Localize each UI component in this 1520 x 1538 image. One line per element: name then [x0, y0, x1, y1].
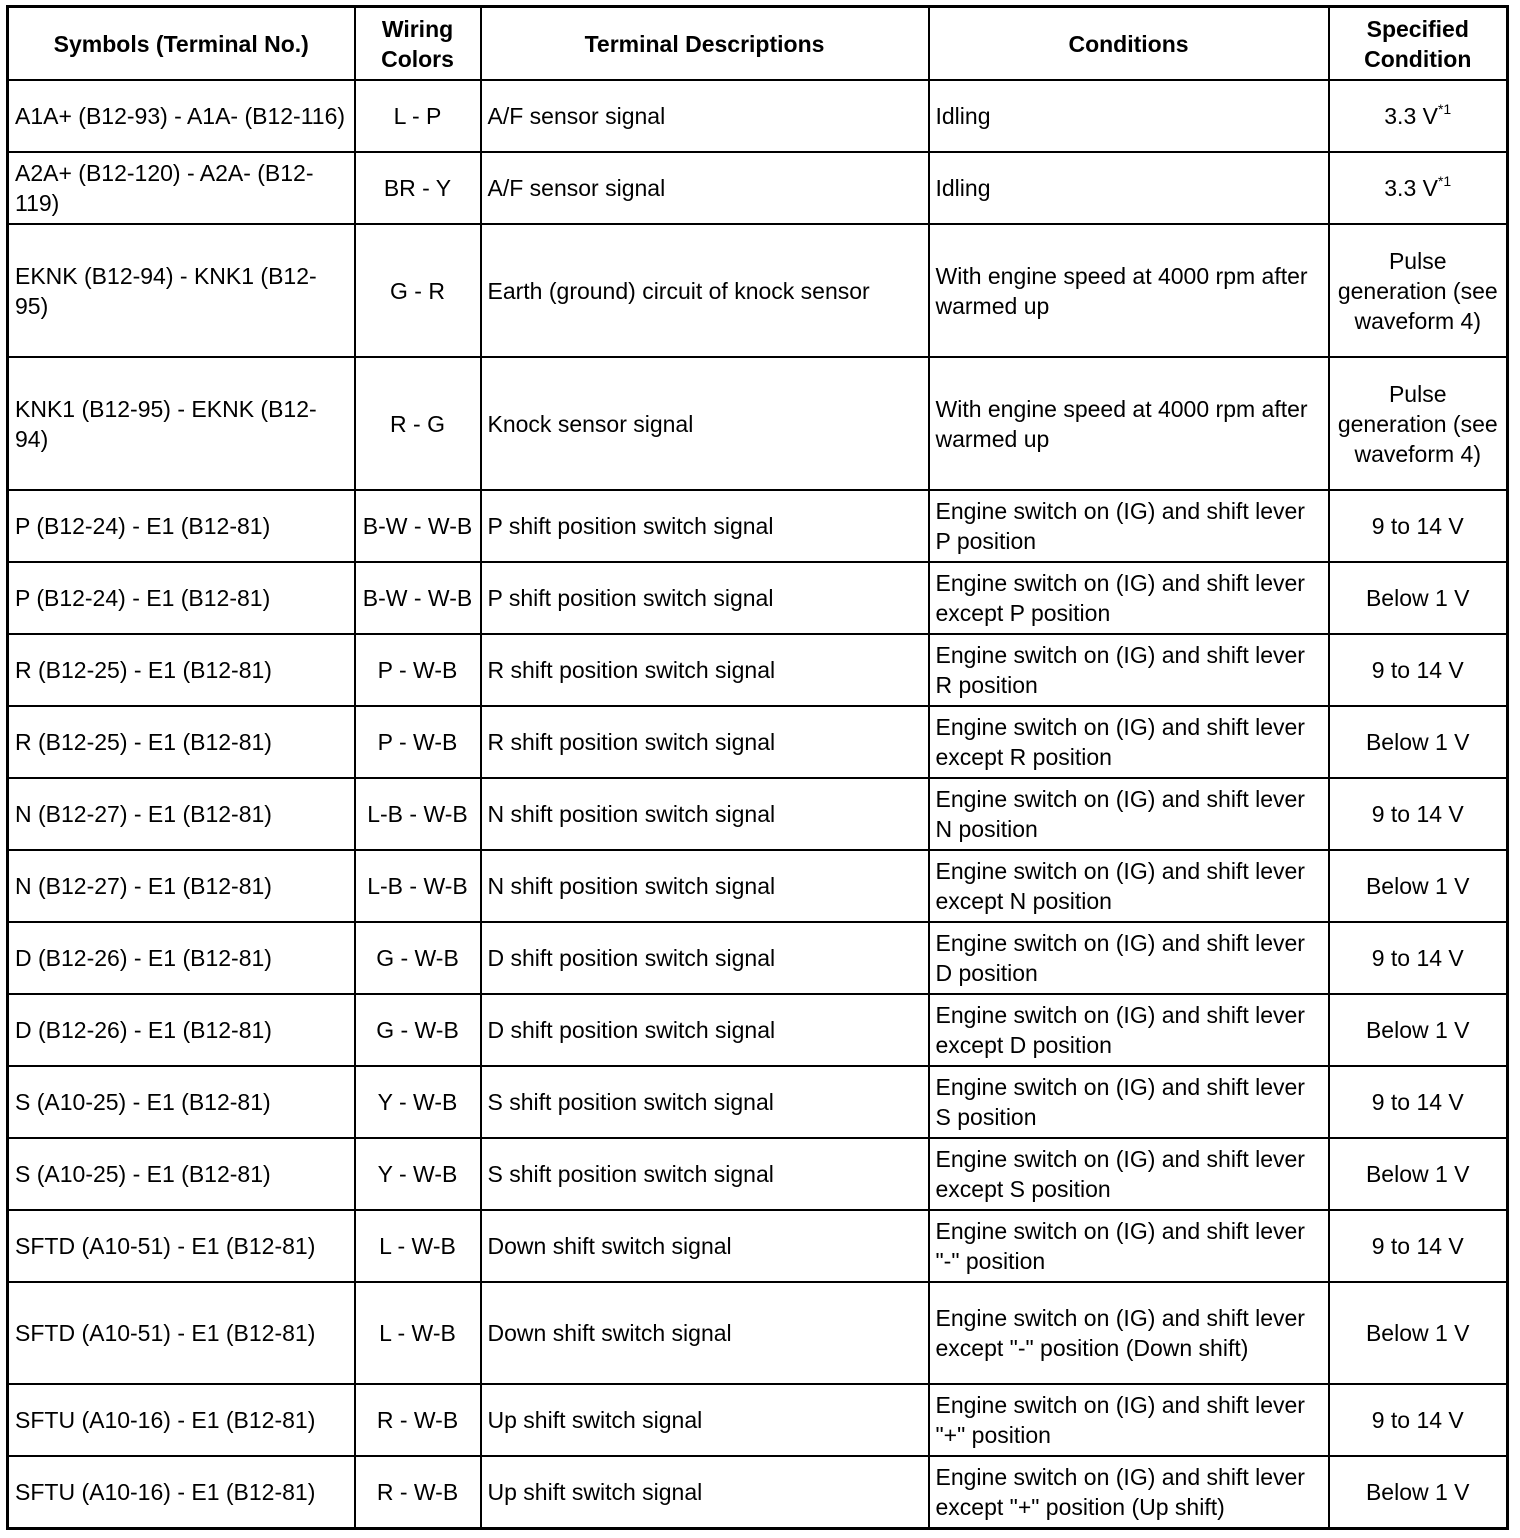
- symbol-cell-text: N (B12-27) - E1 (B12-81): [15, 801, 272, 827]
- wiring-color-cell: [355, 80, 481, 152]
- terminal-description-cell-text: P shift position switch signal: [487, 513, 774, 539]
- wiring-color-cell-text: B-W - W-B: [362, 585, 473, 611]
- table-row: [8, 706, 1508, 778]
- wiring-color-cell-text: Y - W-B: [377, 1161, 458, 1187]
- specified-condition-cell-text: Below 1 V: [1365, 873, 1470, 899]
- specified-condition-cell: [1329, 994, 1508, 1066]
- condition-cell: [929, 1282, 1329, 1384]
- symbol-cell-text: S (A10-25) - E1 (B12-81): [15, 1161, 271, 1187]
- condition-cell-text: Idling: [935, 103, 991, 129]
- wiring-color-cell-text: B-W - W-B: [362, 513, 473, 539]
- terminal-description-cell: [481, 357, 929, 490]
- terminal-description-cell-text: D shift position switch signal: [487, 1017, 776, 1043]
- terminal-description-cell: [481, 1384, 929, 1456]
- condition-cell-text: Engine switch on (IG) and shift lever except R position: [935, 714, 1305, 770]
- symbol-cell-text: SFTU (A10-16) - E1 (B12-81): [15, 1478, 316, 1505]
- symbol-cell: [8, 1138, 355, 1210]
- terminal-description-cell-text: Down shift switch signal: [487, 1233, 732, 1259]
- symbol-cell: [8, 1282, 355, 1384]
- specified-condition-cell-text: Below 1 V: [1365, 1017, 1470, 1043]
- condition-cell: [929, 224, 1329, 357]
- condition-cell-text: Engine switch on (IG) and shift lever S position: [935, 1074, 1305, 1130]
- symbol-cell: [8, 152, 355, 224]
- condition-cell: [929, 152, 1329, 224]
- terminal-description-cell-text: S shift position switch signal: [487, 1089, 774, 1115]
- specified-condition-cell-text: Pulse generation (see waveform 4): [1337, 247, 1498, 334]
- terminal-description-cell-text: Earth (ground) circuit of knock sensor: [487, 277, 870, 304]
- wiring-color-cell-text: Y - W-B: [377, 1089, 458, 1115]
- header-wiring-line1: Wiring: [381, 15, 454, 42]
- specified-condition-cell: [1329, 706, 1508, 778]
- symbol-cell: [8, 490, 355, 562]
- condition-cell: [929, 1384, 1329, 1456]
- wiring-color-cell-text: BR - Y: [383, 175, 452, 201]
- table-row: [8, 1384, 1508, 1456]
- specified-condition-cell-text: Pulse generation (see waveform 4): [1337, 380, 1498, 467]
- wiring-color-cell-text: R - W-B: [376, 1407, 459, 1433]
- symbol-cell-text: S (A10-25) - E1 (B12-81): [15, 1089, 271, 1115]
- terminal-description-cell: [481, 1066, 929, 1138]
- condition-cell-text: Engine switch on (IG) and shift lever except S position: [935, 1146, 1305, 1202]
- specified-condition-cell-text: 9 to 14 V: [1371, 1233, 1464, 1259]
- header-specified-line1: Specified: [1366, 15, 1469, 42]
- table-row: [8, 224, 1508, 357]
- wiring-color-cell: [355, 922, 481, 994]
- specified-condition-cell: [1329, 1456, 1508, 1528]
- condition-cell-text: Engine switch on (IG) and shift lever P position: [935, 498, 1305, 554]
- table-row: [8, 152, 1508, 224]
- specified-condition-cell: [1329, 922, 1508, 994]
- specified-condition-cell-text: 9 to 14 V: [1371, 1089, 1464, 1115]
- condition-cell: [929, 80, 1329, 152]
- wiring-color-cell-text: R - W-B: [376, 1478, 459, 1505]
- wiring-color-cell-text: L - P: [393, 103, 442, 129]
- wiring-color-cell: [355, 994, 481, 1066]
- wiring-color-cell-text: G - R: [390, 277, 445, 304]
- condition-cell-text: Engine switch on (IG) and shift lever except P position: [935, 570, 1305, 626]
- table-row: [8, 994, 1508, 1066]
- wiring-color-cell-text: P - W-B: [377, 729, 458, 755]
- terminal-description-cell: [481, 1210, 929, 1282]
- table-row: [8, 922, 1508, 994]
- header-specified-condition: [1329, 7, 1508, 81]
- condition-cell-text: Engine switch on (IG) and shift lever "-" position: [935, 1218, 1305, 1274]
- terminal-description-cell: [481, 634, 929, 706]
- symbol-cell: [8, 706, 355, 778]
- wiring-color-cell: [355, 1282, 481, 1384]
- terminal-description-cell-text: P shift position switch signal: [487, 585, 774, 611]
- specified-condition-cell-text: 3.3 V: [1384, 175, 1438, 201]
- specified-condition-cell: [1329, 1384, 1508, 1456]
- specified-condition-cell: [1329, 562, 1508, 634]
- symbol-cell: [8, 1384, 355, 1456]
- terminal-description-cell: [481, 490, 929, 562]
- symbol-cell-text: D (B12-26) - E1 (B12-81): [15, 945, 272, 971]
- terminal-description-cell-text: S shift position switch signal: [487, 1161, 774, 1187]
- table-body: [8, 80, 1508, 1528]
- terminal-description-cell: [481, 152, 929, 224]
- symbol-cell: [8, 1456, 355, 1528]
- wiring-color-cell: [355, 850, 481, 922]
- condition-cell: [929, 1210, 1329, 1282]
- symbol-cell-text: A2A+ (B12-120) - A2A- (B12-119): [15, 160, 314, 216]
- condition-cell-text: With engine speed at 4000 rpm after warmed up: [935, 395, 1308, 452]
- symbol-cell: [8, 224, 355, 357]
- terminal-description-cell-text: R shift position switch signal: [487, 729, 776, 755]
- specified-condition-cell: [1329, 224, 1508, 357]
- symbol-cell: [8, 778, 355, 850]
- wiring-color-cell: [355, 1456, 481, 1528]
- symbol-cell: [8, 357, 355, 490]
- wiring-color-cell: [355, 490, 481, 562]
- terminal-description-cell-text: A/F sensor signal: [487, 103, 666, 129]
- specified-condition-cell-text: Below 1 V: [1365, 1161, 1470, 1187]
- specified-condition-cell: [1329, 357, 1508, 490]
- symbol-cell: [8, 1066, 355, 1138]
- symbol-cell-text: SFTD (A10-51) - E1 (B12-81): [15, 1233, 316, 1259]
- terminal-description-cell-text: Up shift switch signal: [487, 1478, 703, 1505]
- specified-condition-cell: [1329, 1282, 1508, 1384]
- table-row: [8, 357, 1508, 490]
- specified-condition-cell: [1329, 1138, 1508, 1210]
- specified-condition-cell: [1329, 778, 1508, 850]
- condition-cell-text: Engine switch on (IG) and shift lever R position: [935, 642, 1305, 698]
- wiring-color-cell: [355, 706, 481, 778]
- specified-condition-cell-text: 9 to 14 V: [1371, 945, 1464, 971]
- header-specified-line2: Condition: [1364, 45, 1472, 72]
- specified-condition-cell: [1329, 152, 1508, 224]
- symbol-cell-text: SFTD (A10-51) - E1 (B12-81): [15, 1320, 316, 1346]
- terminal-description-cell-text: A/F sensor signal: [487, 175, 666, 201]
- condition-cell: [929, 490, 1329, 562]
- wiring-color-cell: [355, 562, 481, 634]
- table-row: [8, 850, 1508, 922]
- specified-condition-cell-text: Below 1 V: [1365, 1320, 1470, 1346]
- header-row: [8, 7, 1508, 81]
- specified-condition-cell-text: Below 1 V: [1365, 1478, 1470, 1505]
- symbol-cell: [8, 994, 355, 1066]
- condition-cell-text: With engine speed at 4000 rpm after warmed up: [935, 262, 1308, 319]
- symbol-cell: [8, 562, 355, 634]
- condition-cell: [929, 1456, 1329, 1528]
- condition-cell-text: Engine switch on (IG) and shift lever "+" position: [935, 1392, 1305, 1448]
- table-row: [8, 490, 1508, 562]
- specified-condition-cell-text: Below 1 V: [1365, 729, 1470, 755]
- condition-cell-text: Engine switch on (IG) and shift lever except D position: [935, 1002, 1305, 1058]
- terminal-description-cell-text: N shift position switch signal: [487, 801, 776, 827]
- symbol-cell: [8, 922, 355, 994]
- symbol-cell-text: P (B12-24) - E1 (B12-81): [15, 513, 271, 539]
- specified-condition-cell-text: 9 to 14 V: [1371, 513, 1464, 539]
- table-row: [8, 634, 1508, 706]
- condition-cell-text: Engine switch on (IG) and shift lever N position: [935, 786, 1305, 842]
- specified-condition-cell: [1329, 634, 1508, 706]
- terminal-description-cell: [481, 80, 929, 152]
- symbol-cell-text: A1A+ (B12-93) - A1A- (B12-116): [15, 103, 346, 129]
- wiring-color-cell-text: G - W-B: [376, 1017, 459, 1043]
- table-row: [8, 778, 1508, 850]
- condition-cell: [929, 850, 1329, 922]
- terminal-description-cell: [481, 224, 929, 357]
- wiring-color-cell-text: R - G: [390, 410, 445, 437]
- condition-cell: [929, 994, 1329, 1066]
- table-row: [8, 1210, 1508, 1282]
- specified-condition-cell: [1329, 490, 1508, 562]
- symbol-cell-text: D (B12-26) - E1 (B12-81): [15, 1017, 272, 1043]
- terminal-spec-table: [6, 5, 1509, 1530]
- condition-cell: [929, 1138, 1329, 1210]
- specified-condition-cell: [1329, 80, 1508, 152]
- symbol-cell-text: KNK1 (B12-95) - EKNK (B12-94): [15, 395, 317, 452]
- condition-cell: [929, 922, 1329, 994]
- condition-cell-text: Engine switch on (IG) and shift lever except N position: [935, 858, 1305, 914]
- terminal-description-cell: [481, 1138, 929, 1210]
- symbol-cell: [8, 850, 355, 922]
- terminal-description-cell: [481, 1282, 929, 1384]
- header-symbols: Symbols (Terminal No.): [8, 7, 355, 81]
- symbol-cell-text: R (B12-25) - E1 (B12-81): [15, 729, 272, 755]
- condition-cell-text: Idling: [935, 175, 991, 201]
- wiring-color-cell: [355, 634, 481, 706]
- wiring-color-cell-text: L - W-B: [379, 1320, 456, 1346]
- header-terminal-descriptions: Terminal Descriptions: [481, 7, 929, 81]
- wiring-color-cell: [355, 224, 481, 357]
- table-row: [8, 80, 1508, 152]
- table-row: [8, 1456, 1508, 1528]
- terminal-description-cell: [481, 850, 929, 922]
- symbol-cell: [8, 1210, 355, 1282]
- specified-condition-cell-text: 9 to 14 V: [1371, 801, 1464, 827]
- wiring-color-cell: [355, 1210, 481, 1282]
- condition-cell: [929, 706, 1329, 778]
- symbol-cell-text: R (B12-25) - E1 (B12-81): [15, 657, 272, 683]
- wiring-color-cell-text: L-B - W-B: [367, 801, 468, 827]
- terminal-description-cell-text: Down shift switch signal: [487, 1320, 732, 1346]
- footnote-marker: *1: [1437, 101, 1452, 117]
- condition-cell: [929, 357, 1329, 490]
- table-row: [8, 1282, 1508, 1384]
- header-wiring-colors: [355, 7, 481, 81]
- table-row: [8, 1138, 1508, 1210]
- terminal-description-cell-text: N shift position switch signal: [487, 873, 776, 899]
- wiring-color-cell: [355, 1138, 481, 1210]
- condition-cell: [929, 1066, 1329, 1138]
- wiring-color-cell: [355, 1066, 481, 1138]
- wiring-color-cell-text: G - W-B: [376, 945, 459, 971]
- header-wiring-line2: Colors: [381, 45, 454, 72]
- wiring-color-cell: [355, 152, 481, 224]
- terminal-description-cell-text: Knock sensor signal: [487, 410, 694, 437]
- condition-cell-text: Engine switch on (IG) and shift lever except "+" position (Up shift): [935, 1463, 1305, 1520]
- wiring-color-cell: [355, 778, 481, 850]
- footnote-marker: *1: [1437, 173, 1452, 189]
- condition-cell-text: Engine switch on (IG) and shift lever except "-" position (Down shift): [935, 1305, 1305, 1361]
- symbol-cell: [8, 80, 355, 152]
- wiring-color-cell: [355, 357, 481, 490]
- wiring-color-cell-text: P - W-B: [377, 657, 458, 683]
- wiring-color-cell: [355, 1384, 481, 1456]
- terminal-description-cell: [481, 778, 929, 850]
- terminal-description-cell: [481, 994, 929, 1066]
- terminal-description-cell-text: Up shift switch signal: [487, 1407, 703, 1433]
- symbol-cell: [8, 634, 355, 706]
- symbol-cell-text: SFTU (A10-16) - E1 (B12-81): [15, 1407, 316, 1433]
- specified-condition-cell: [1329, 1066, 1508, 1138]
- symbol-cell-text: P (B12-24) - E1 (B12-81): [15, 585, 271, 611]
- terminal-description-cell: [481, 706, 929, 778]
- symbol-cell-text: N (B12-27) - E1 (B12-81): [15, 873, 272, 899]
- terminal-description-cell-text: R shift position switch signal: [487, 657, 776, 683]
- specified-condition-cell-text: 9 to 14 V: [1371, 1407, 1464, 1433]
- table-row: [8, 1066, 1508, 1138]
- condition-cell: [929, 778, 1329, 850]
- wiring-color-cell-text: L-B - W-B: [367, 873, 468, 899]
- symbol-cell-text: EKNK (B12-94) - KNK1 (B12-95): [15, 262, 317, 319]
- terminal-description-cell-text: D shift position switch signal: [487, 945, 776, 971]
- specified-condition-cell: [1329, 850, 1508, 922]
- wiring-color-cell-text: L - W-B: [379, 1233, 456, 1259]
- specified-condition-cell-text: 3.3 V: [1384, 103, 1438, 129]
- condition-cell-text: Engine switch on (IG) and shift lever D position: [935, 930, 1305, 986]
- condition-cell: [929, 562, 1329, 634]
- terminal-description-cell: [481, 562, 929, 634]
- specified-condition-cell: [1329, 1210, 1508, 1282]
- condition-cell: [929, 634, 1329, 706]
- terminal-description-cell: [481, 1456, 929, 1528]
- table-row: [8, 562, 1508, 634]
- specified-condition-cell-text: 9 to 14 V: [1371, 657, 1464, 683]
- specified-condition-cell-text: Below 1 V: [1365, 585, 1470, 611]
- terminal-description-cell: [481, 922, 929, 994]
- header-conditions: Conditions: [929, 7, 1329, 81]
